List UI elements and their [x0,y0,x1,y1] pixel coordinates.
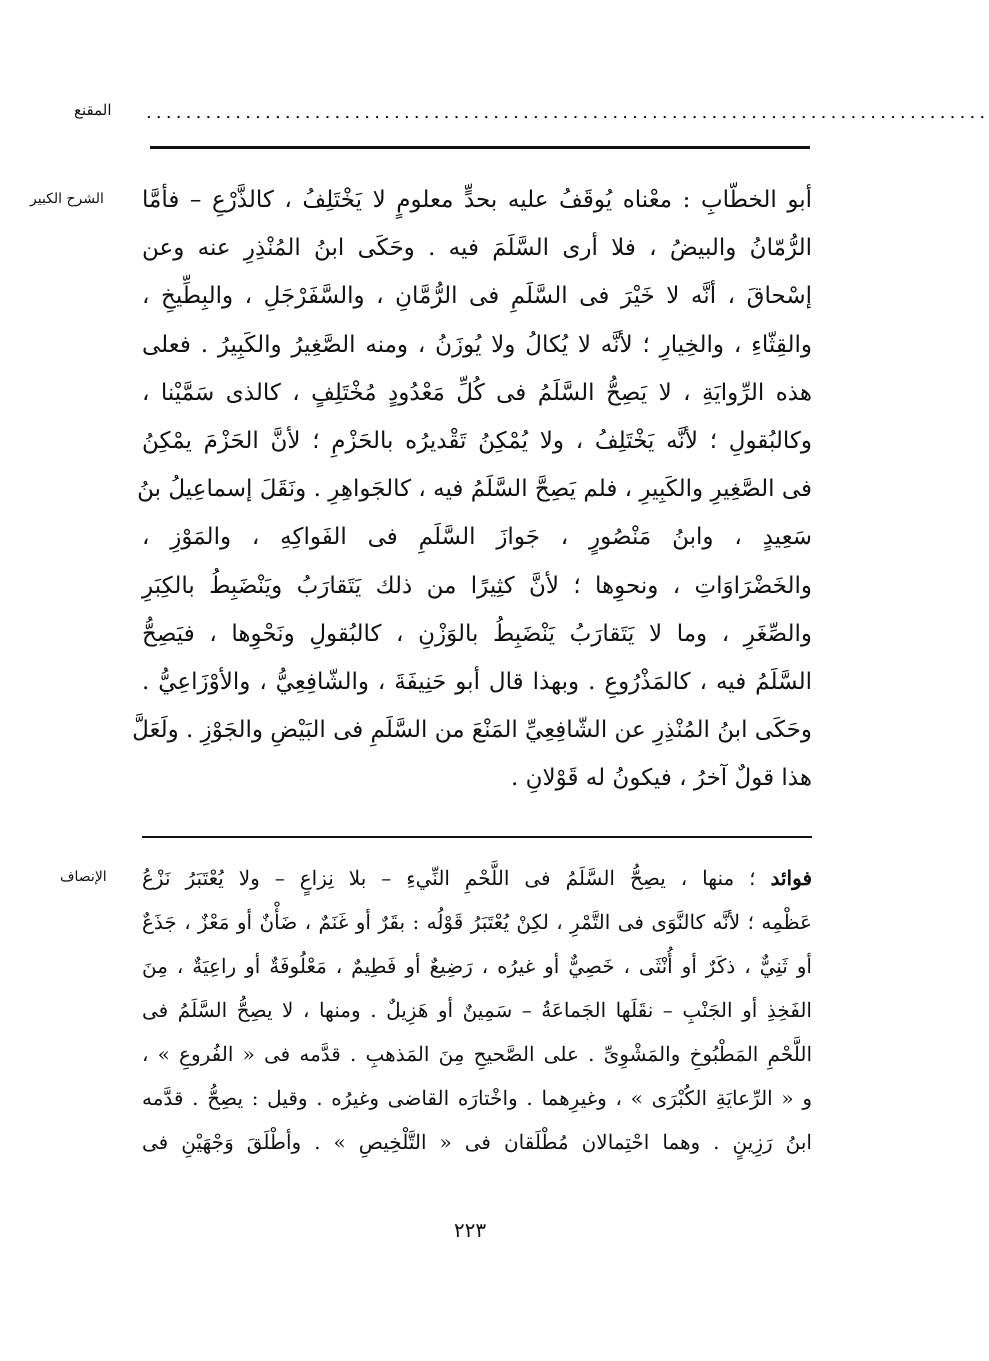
sharh-line: سَعِيدٍ ، وابنُ مَنْصُورٍ ، جَوازَ السَّلَمِ فى الفَواكِهِ ، والمَوْزِ ، [142,524,812,551]
insaf-line: عَظْمِه ؛ لأنَّه كالنَّوَى فى التَّمْرِ ، لكِنْ يُعْتَبَرُ قَوْلُه : بقَرٌ أو غَنَمٌ ، ضَأْنٌ أو مَعْزٌ ، جَذَعٌ [142,910,812,934]
sharh-line: الرُّمّانُ والبيضُ ، فلا أرى السَّلَمَ فيه . وحَكَى ابنُ المُنْذِرِ عنه وعن [142,235,812,262]
insaf-line: الفَخِذِ أو الجَنْبِ – نقَلَها الجَماعَةُ – سَمِينٌ أو هَزِيلٌ . ومنها ، لا يصِحُّ السَّلَمُ فى [142,998,812,1022]
sharh-line: والخَضْرَاوَاتِ ، ونحوِها ؛ لأنَّ كثِيرًا من ذلك يَتَقارَبُ ويَنْضَبِطُ بالكِبَرِ [142,572,812,599]
sharh-text-block [132,176,812,802]
insaf-line: ابنُ رَزِينٍ . وهما احْتِمالان مُطْلَقان فى « التَّلْخِيصِ » . وأطْلَقَ وَجْهَيْنِ فى [142,1130,812,1154]
insaf-section-label: الإنصاف [60,869,107,885]
book-title-header: المقنع [74,101,112,119]
insaf-first-line [142,856,812,900]
sharh-line: هذه الرِّوايَةِ ، لا يَصِحُّ السَّلَمُ فى كُلِّ مَعْدُودٍ مُخْتَلِفٍ ، كالذى سَمَّيْنا ، [142,379,812,406]
header-rule [150,146,810,149]
sharh-line: أبو الخطّابِ : معْناه يُوقَفُ عليه بحدٍّ معلومٍ لا يَخْتَلِفُ ، كالذَّرْعِ – فأمَّا [142,187,812,213]
sharh-line: والقِثّاءِ ، والخِيارِ ؛ لأنَّه لا يُكالُ ولا يُوزَنُ ، ومنه الصَّغِيرُ والكَبِيرُ . فعلى [142,331,812,358]
insaf-lead-word: فوائد [770,866,812,890]
sharh-line: السَّلَمُ فيه ، كالمَذْرُوعِ . وبهذا قال أبو حَنِيفَةَ ، والشّافِعِيُّ ، والأوْزَاعِيُّ . [142,668,812,695]
insaf-first-line-text: ؛ منها ، يصِحُّ السَّلَمُ فى اللَّحْمِ النِّيءِ – بلا نِزاعٍ – ولا يُعْتَبَرُ نَزْعُ [142,866,756,890]
sharh-line: والصِّغَرِ ، وما لا يَتَقارَبُ يَنْضَبِطُ بالوَزْنِ ، كالبُقولِ ونَحْوِها ، فيَصِحُّ [142,620,812,647]
header-dot-leader: ..................................................................................... [146,102,989,123]
insaf-text-block [142,856,812,1164]
sharh-line: هذا قولٌ آخرُ ، فيكونُ له قَوْلانِ . [510,765,812,792]
insaf-line: و « الرِّعايَةِ الكُبْرَى » ، وغيرِهما . واخْتارَه القاضى وغيرُه . وقيل : يصِحُّ . قدَّمه [142,1086,812,1110]
sharh-line: فى الصَّغِيرِ والكَبِيرِ ، فلم يَصِحَّ السَّلَمُ فيه ، كالجَواهِرِ . ونَقَلَ إسماعِيلُ بنُ [137,476,812,503]
insaf-line: اللَّحْمِ المَطْبُوخِ والمَشْوِىِّ . على الصَّحيحِ مِنَ المَذهبِ . قدَّمه فى « الفُروعِ » ، [142,1042,812,1066]
sharh-section-label: الشرح الكبير [30,191,104,207]
insaf-line: أو ثَنِيٌّ ، ذكَرٌ أو أُنْثَى ، خَصِيٌّ أو غيرُه ، رَضِيعٌ أو فَطِيمٌ ، مَعْلُوفَةٌ أو راعِيَةٌ ، مِنَ [142,954,812,978]
sharh-line: إسْحاقَ ، أنَّه لا خَيْرَ فى السَّلَمِ فى الرُّمَّانِ ، والسَّفَرْجَلِ ، والبِطِّيخِ ، [142,283,812,310]
section-divider [142,836,812,838]
sharh-line: وحَكَى ابنُ المُنْذِرِ عن الشّافِعِيِّ المَنْعَ من السَّلَمِ فى البَيْضِ والجَوْزِ . ولَعَلَّ [132,717,812,744]
sharh-line: وكالبُقولِ ؛ لأنَّه يَخْتَلِفُ ، ولا يُمْكِنُ تَقْديرُه بالحَزْمِ ؛ لأنَّ الحَزْمَ يمْكِنُ [142,427,812,454]
page-number: ٢٢٣ [453,1218,487,1242]
